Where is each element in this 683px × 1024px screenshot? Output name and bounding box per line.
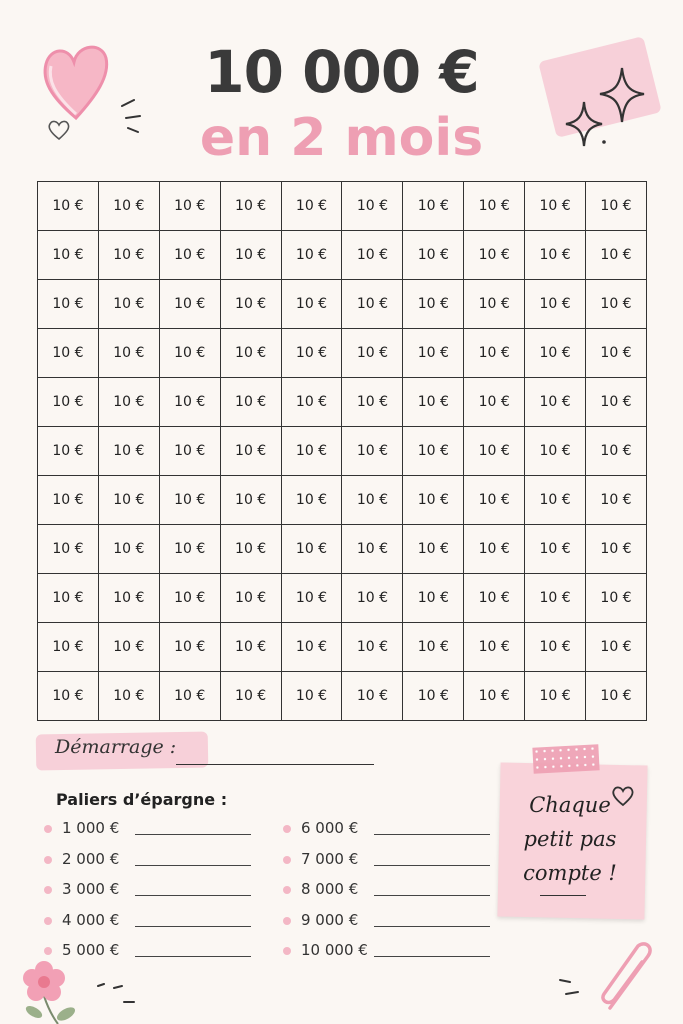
savings-cell[interactable]: 10 € (342, 427, 403, 476)
savings-cell[interactable]: 10 € (281, 427, 342, 476)
savings-cell[interactable]: 10 € (464, 623, 525, 672)
savings-cell[interactable]: 10 € (586, 525, 647, 574)
savings-cell[interactable]: 10 € (464, 378, 525, 427)
savings-cell[interactable]: 10 € (586, 476, 647, 525)
savings-cell[interactable]: 10 € (586, 378, 647, 427)
start-date-label: Démarrage : (55, 736, 177, 758)
savings-cell[interactable]: 10 € (159, 182, 220, 231)
savings-cell[interactable]: 10 € (403, 427, 464, 476)
savings-cell[interactable]: 10 € (38, 476, 99, 525)
note-line: Chaque (529, 793, 611, 817)
grid-row (38, 525, 647, 574)
grid-row (38, 672, 647, 721)
dash-marks-icon (556, 972, 592, 1002)
savings-grid (37, 181, 647, 721)
savings-cell[interactable]: 10 € (342, 231, 403, 280)
milestone-item (44, 819, 284, 841)
savings-cell[interactable]: 10 € (525, 329, 586, 378)
savings-cell[interactable]: 10 € (403, 329, 464, 378)
savings-cell[interactable]: 10 € (98, 231, 159, 280)
savings-cell[interactable]: 10 € (586, 231, 647, 280)
savings-cell[interactable]: 10 € (586, 329, 647, 378)
savings-cell[interactable]: 10 € (38, 574, 99, 623)
savings-cell[interactable]: 10 € (342, 623, 403, 672)
savings-cell[interactable]: 10 € (342, 280, 403, 329)
savings-cell[interactable]: 10 € (525, 525, 586, 574)
savings-cell[interactable]: 10 € (98, 378, 159, 427)
savings-cell[interactable]: 10 € (281, 329, 342, 378)
milestone-amount: 4 000 € (62, 910, 120, 929)
bullet-dot (44, 947, 52, 955)
milestone-date-line[interactable] (374, 895, 490, 896)
milestone-item (283, 941, 523, 963)
savings-cell[interactable]: 10 € (525, 378, 586, 427)
savings-cell[interactable]: 10 € (38, 427, 99, 476)
savings-cell[interactable]: 10 € (159, 427, 220, 476)
note-line: compte ! (523, 861, 617, 885)
savings-cell[interactable]: 10 € (403, 574, 464, 623)
savings-cell[interactable]: 10 € (98, 280, 159, 329)
savings-cell[interactable]: 10 € (586, 623, 647, 672)
milestone-date-line[interactable] (135, 895, 251, 896)
milestone-date-line[interactable] (135, 834, 251, 835)
savings-cell[interactable]: 10 € (220, 280, 281, 329)
savings-cell[interactable]: 10 € (403, 476, 464, 525)
savings-cell[interactable]: 10 € (586, 574, 647, 623)
savings-cell[interactable]: 10 € (586, 672, 647, 721)
savings-cell[interactable]: 10 € (403, 378, 464, 427)
savings-cell[interactable]: 10 € (159, 476, 220, 525)
savings-cell[interactable]: 10 € (281, 672, 342, 721)
milestone-item (44, 880, 284, 902)
flower-icon (18, 956, 88, 1024)
milestone-amount: 2 000 € (62, 849, 120, 868)
bullet-dot (283, 856, 291, 864)
milestone-item (283, 819, 523, 841)
milestone-date-line[interactable] (374, 926, 490, 927)
savings-cell[interactable]: 10 € (525, 231, 586, 280)
savings-cell[interactable]: 10 € (38, 182, 99, 231)
savings-cell[interactable]: 10 € (464, 231, 525, 280)
savings-cell[interactable]: 10 € (98, 623, 159, 672)
milestone-item (283, 880, 523, 902)
savings-cell[interactable]: 10 € (342, 378, 403, 427)
bullet-dot (44, 886, 52, 894)
savings-cell[interactable]: 10 € (525, 672, 586, 721)
milestones-title: Paliers d’épargne : (56, 790, 228, 809)
savings-cell[interactable]: 10 € (159, 623, 220, 672)
savings-cell[interactable]: 10 € (220, 525, 281, 574)
milestone-item (44, 911, 284, 933)
savings-cell[interactable]: 10 € (38, 623, 99, 672)
savings-cell[interactable]: 10 € (586, 427, 647, 476)
savings-cell[interactable]: 10 € (281, 525, 342, 574)
milestone-item (44, 850, 284, 872)
savings-cell[interactable]: 10 € (586, 182, 647, 231)
savings-cell[interactable]: 10 € (159, 672, 220, 721)
savings-cell[interactable]: 10 € (464, 525, 525, 574)
milestone-date-line[interactable] (135, 926, 251, 927)
savings-cell[interactable]: 10 € (98, 574, 159, 623)
savings-cell[interactable]: 10 € (525, 476, 586, 525)
savings-cell[interactable]: 10 € (281, 231, 342, 280)
savings-cell[interactable]: 10 € (403, 231, 464, 280)
savings-cell[interactable]: 10 € (98, 329, 159, 378)
savings-cell[interactable]: 10 € (342, 329, 403, 378)
savings-cell[interactable]: 10 € (403, 623, 464, 672)
savings-cell[interactable]: 10 € (525, 427, 586, 476)
milestone-amount: 9 000 € (301, 910, 359, 929)
savings-cell[interactable]: 10 € (220, 427, 281, 476)
savings-cell[interactable]: 10 € (464, 574, 525, 623)
bullet-dot (283, 825, 291, 833)
grid-row (38, 427, 647, 476)
savings-cell[interactable]: 10 € (159, 378, 220, 427)
grid-row (38, 574, 647, 623)
savings-cell[interactable]: 10 € (464, 329, 525, 378)
savings-cell[interactable]: 10 € (342, 574, 403, 623)
savings-cell[interactable]: 10 € (98, 525, 159, 574)
savings-cell[interactable]: 10 € (464, 182, 525, 231)
savings-cell[interactable]: 10 € (525, 182, 586, 231)
milestone-amount: 3 000 € (62, 880, 120, 898)
bullet-dot (44, 825, 52, 833)
milestone-amount: 1 000 € (62, 819, 120, 837)
grid-row (38, 329, 647, 378)
grid-row (38, 623, 647, 672)
start-date-line[interactable] (176, 764, 374, 765)
milestone-amount: 6 000 € (301, 819, 359, 837)
savings-cell[interactable]: 10 € (220, 378, 281, 427)
savings-cell[interactable]: 10 € (220, 623, 281, 672)
washi-tape (532, 744, 599, 773)
savings-cell[interactable]: 10 € (281, 574, 342, 623)
savings-cell[interactable]: 10 € (464, 672, 525, 721)
savings-cell[interactable]: 10 € (525, 574, 586, 623)
bullet-dot (44, 917, 52, 925)
savings-cell[interactable]: 10 € (525, 280, 586, 329)
savings-cell[interactable]: 10 € (220, 574, 281, 623)
savings-cell[interactable]: 10 € (220, 231, 281, 280)
savings-cell[interactable]: 10 € (159, 574, 220, 623)
savings-cell[interactable]: 10 € (403, 280, 464, 329)
milestone-date-line[interactable] (374, 956, 490, 957)
savings-cell[interactable]: 10 € (159, 525, 220, 574)
savings-cell[interactable]: 10 € (403, 525, 464, 574)
savings-cell[interactable]: 10 € (38, 329, 99, 378)
milestone-amount: 5 000 € (62, 941, 120, 959)
savings-cell[interactable]: 10 € (464, 280, 525, 329)
page-title: 10 000 € (204, 38, 479, 106)
bullet-dot (44, 856, 52, 864)
note-line: petit pas (523, 827, 617, 851)
savings-cell[interactable]: 10 € (281, 182, 342, 231)
dash-marks-icon (94, 980, 144, 1008)
savings-cell[interactable]: 10 € (98, 476, 159, 525)
milestone-date-line[interactable] (135, 865, 251, 866)
savings-cell[interactable]: 10 € (220, 672, 281, 721)
milestone-amount: 10 000 € (301, 941, 368, 959)
bullet-dot (283, 886, 291, 894)
savings-cell[interactable]: 10 € (464, 476, 525, 525)
savings-cell[interactable]: 10 € (342, 476, 403, 525)
grid-row (38, 231, 647, 280)
savings-cell[interactable]: 10 € (38, 280, 99, 329)
savings-cell[interactable]: 10 € (281, 378, 342, 427)
grid-row (38, 378, 647, 427)
savings-cell[interactable]: 10 € (586, 280, 647, 329)
milestone-date-line[interactable] (135, 956, 251, 957)
grid-row (38, 476, 647, 525)
savings-cell[interactable]: 10 € (159, 329, 220, 378)
savings-cell[interactable]: 10 € (403, 182, 464, 231)
savings-cell[interactable]: 10 € (342, 525, 403, 574)
savings-cell[interactable]: 10 € (342, 672, 403, 721)
bullet-dot (283, 917, 291, 925)
grid-row (38, 182, 647, 231)
savings-cell[interactable]: 10 € (38, 672, 99, 721)
savings-cell[interactable]: 10 € (38, 378, 99, 427)
milestone-item (283, 850, 523, 872)
savings-cell[interactable]: 10 € (220, 182, 281, 231)
paperclip-icon (596, 938, 662, 1014)
milestone-item (283, 911, 523, 933)
savings-cell[interactable]: 10 € (342, 182, 403, 231)
milestone-amount: 7 000 € (301, 849, 359, 868)
savings-cell[interactable]: 10 € (220, 329, 281, 378)
savings-cell[interactable]: 10 € (38, 525, 99, 574)
savings-cell[interactable]: 10 € (98, 182, 159, 231)
savings-cell[interactable]: 10 € (98, 672, 159, 721)
savings-cell[interactable]: 10 € (220, 476, 281, 525)
savings-cell[interactable]: 10 € (403, 672, 464, 721)
milestone-date-line[interactable] (374, 834, 490, 835)
savings-cell[interactable]: 10 € (281, 280, 342, 329)
savings-cell[interactable]: 10 € (38, 231, 99, 280)
grid-row (38, 280, 647, 329)
savings-cell[interactable]: 10 € (159, 231, 220, 280)
savings-cell[interactable]: 10 € (159, 280, 220, 329)
savings-cell[interactable]: 10 € (525, 623, 586, 672)
bullet-dot (283, 947, 291, 955)
savings-cell[interactable]: 10 € (281, 476, 342, 525)
savings-cell[interactable]: 10 € (464, 427, 525, 476)
savings-cell[interactable]: 10 € (98, 427, 159, 476)
note-underline (540, 895, 586, 896)
milestone-amount: 8 000 € (301, 880, 359, 898)
page-subtitle: en 2 mois (199, 108, 484, 168)
savings-cell[interactable]: 10 € (281, 623, 342, 672)
milestone-date-line[interactable] (374, 865, 490, 866)
small-heart-icon (610, 784, 636, 808)
